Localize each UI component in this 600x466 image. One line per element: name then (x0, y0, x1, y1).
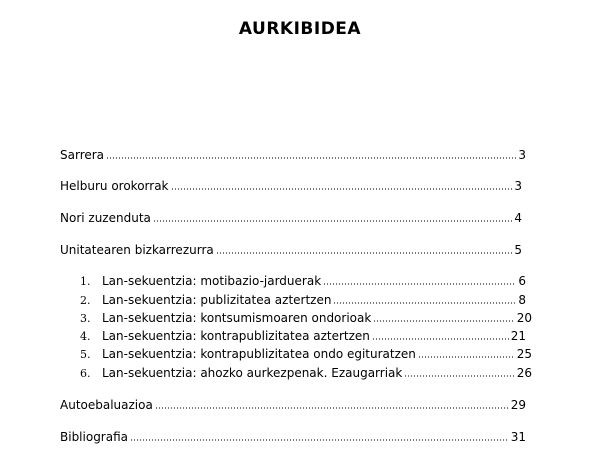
toc-entry-page: 25 (516, 347, 532, 361)
toc-entry-bibliografia (60, 429, 526, 445)
dot-leader (171, 178, 513, 190)
toc-entry-label: Autoebaluazioa (60, 398, 153, 412)
dot-leader (404, 365, 514, 377)
toc-subentry-5 (80, 346, 532, 362)
toc-entry-label: Lan-sekuentzia: kontrapublizitatea ondo egituratzen (102, 347, 416, 361)
dot-leader (216, 242, 513, 254)
toc-entry-label: Lan-sekuentzia: kontsumismoaren ondorioak (102, 311, 372, 325)
toc-entry-helburu-orokorrak (60, 178, 522, 194)
toc-entry-label: Nori zuzenduta (60, 211, 151, 225)
toc-subentry-4 (80, 328, 526, 344)
dot-leader (130, 429, 509, 441)
toc-subentry-1 (80, 273, 526, 289)
toc-subentry-number: 4. (80, 330, 91, 343)
toc-entry-page: 5 (514, 243, 522, 257)
toc-entry-page: 31 (510, 430, 526, 444)
toc-entry-page: 26 (516, 366, 532, 380)
dot-leader (418, 346, 515, 358)
dot-leader (323, 273, 516, 285)
toc-entry-label: Helburu orokorrak (60, 179, 169, 193)
toc-entry-label: Lan-sekuentzia: motibazio-jarduerak (102, 274, 322, 288)
toc-entry-label: Unitatearen bizkarrezurra (60, 243, 214, 257)
dot-leader (373, 310, 514, 322)
toc-subentry-3 (80, 310, 532, 326)
toc-entry-page: 21 (510, 329, 526, 343)
toc-entry-page: 29 (510, 398, 526, 412)
toc-entry-page: 3 (518, 148, 526, 162)
toc-entry-unitatearen-bizkarrezurra (60, 242, 522, 258)
toc-entry-page: 4 (514, 211, 522, 225)
toc-entry-page: 3 (514, 179, 522, 193)
toc-subentry-2 (80, 292, 526, 308)
toc-subentry-number: 1. (80, 275, 91, 288)
dot-leader (333, 292, 516, 304)
toc-subentry-number: 6. (80, 367, 91, 380)
toc-entry-autoebaluazioa (60, 397, 526, 413)
toc-entry-page: 20 (516, 311, 532, 325)
toc-subentry-number: 5. (80, 348, 91, 361)
toc-entry-page: 8 (518, 293, 526, 307)
toc-entry-label: Lan-sekuentzia: ahozko aurkezpenak. Ezaugarriak (102, 366, 403, 380)
toc-entry-nori-zuzenduta (60, 210, 522, 226)
dot-leader (372, 328, 509, 340)
dot-leader (106, 147, 516, 159)
toc-entry-label: Lan-sekuentzia: kontrapublizitatea aztertzen (102, 329, 370, 343)
toc-entry-label: Bibliografia (60, 430, 129, 444)
toc-entry-label: Sarrera (60, 148, 105, 162)
dot-leader (155, 397, 509, 409)
toc-subentry-number: 3. (80, 312, 91, 325)
toc-subentry-number: 2. (80, 294, 91, 307)
toc-subentry-6 (80, 365, 532, 381)
document-title: AURKIBIDEA (238, 19, 362, 39)
toc-entry-label: Lan-sekuentzia: publizitatea aztertzen (102, 293, 332, 307)
toc-entry-sarrera (60, 147, 526, 163)
toc-entry-page: 6 (518, 274, 526, 288)
dot-leader (153, 210, 512, 222)
